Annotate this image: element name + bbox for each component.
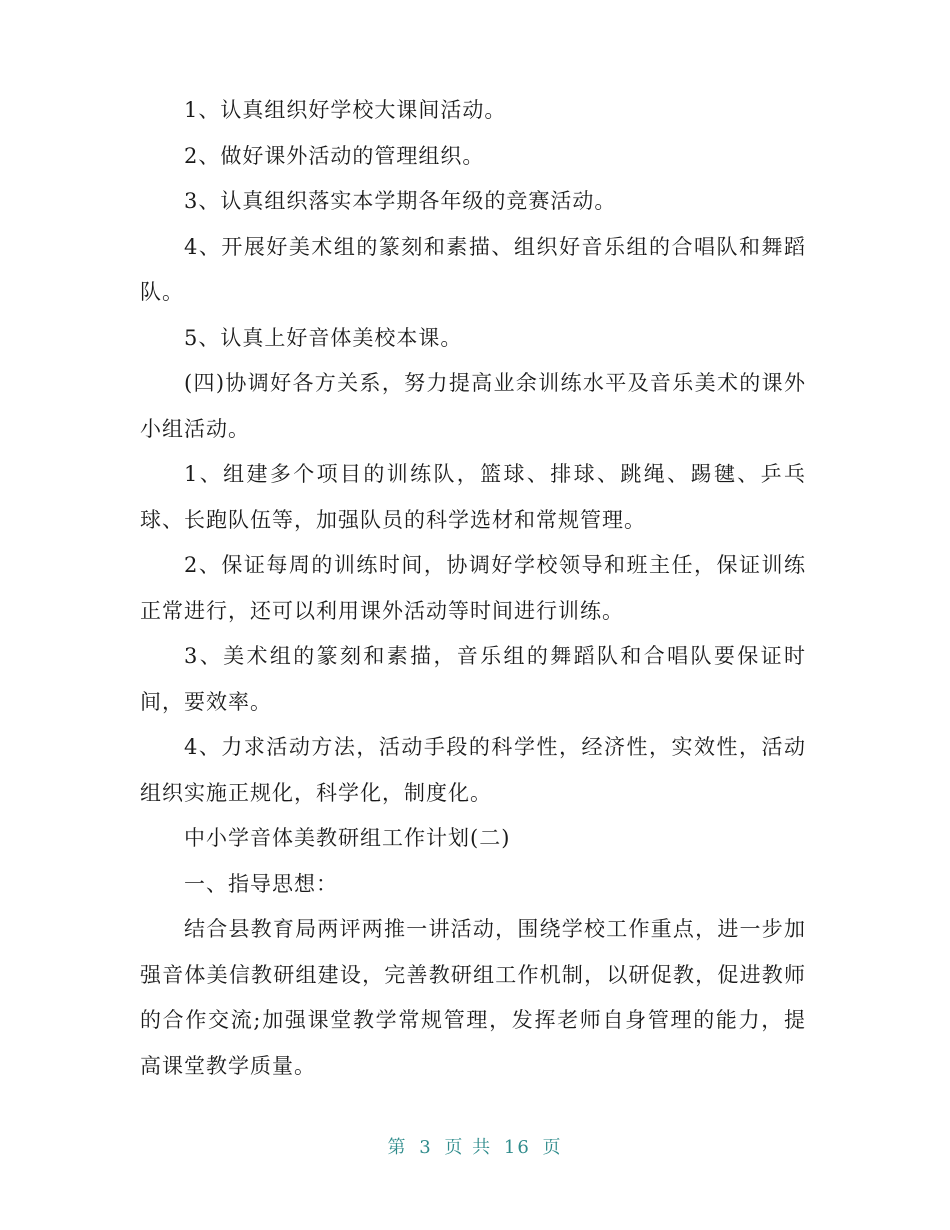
footer-prefix: 第: [387, 1137, 408, 1158]
total-pages-number: 16: [503, 1137, 531, 1158]
paragraph: 3、认真组织落实本学期各年级的竞赛活动。: [184, 189, 617, 213]
paragraph: 1、组建多个项目的训练队，篮球、排球、跳绳、踢毽、乒乓球、长跑队伍等，加强队员的科学选材和常规管理。: [140, 462, 806, 532]
paragraph: 3、美术组的篆刻和素描，音乐组的舞蹈队和合唱队要保证时间，要效率。: [140, 644, 806, 714]
paragraph: 1、认真组织好学校大课间活动。: [184, 98, 507, 122]
paragraph: 4、开展好美术组的篆刻和素描、组织好音乐组的合唱队和舞蹈队。: [140, 234, 806, 304]
paragraph: 2、保证每周的训练时间，协调好学校领导和班主任，保证训练正常进行，还可以利用课外活动等时间进行训练。: [140, 553, 806, 623]
document-body: [140, 88, 806, 1089]
footer-middle: 页 共: [444, 1137, 493, 1158]
footer-suffix: 页: [542, 1137, 563, 1158]
section-heading: 一、指导思想：: [184, 871, 338, 896]
current-page-number: 3: [419, 1137, 433, 1158]
paragraph: 5、认真上好音体美校本课。: [184, 325, 463, 350]
document-subtitle: 中小学音体美教研组工作计划(二): [184, 826, 511, 850]
page-number-footer: [0, 1133, 950, 1159]
paragraph: 4、力求活动方法，活动手段的科学性，经济性，实效性，活动组织实施正规化，科学化，制度化。: [140, 735, 806, 805]
section-heading: (四)协调好各方关系，努力提高业余训练水平及音乐美术的课外小组活动。: [140, 371, 806, 441]
paragraph: 结合县教育局两评两推一讲活动，围绕学校工作重点，进一步加强音体美信教研组建设，完善教研组工作机制，以研促教，促进教师的合作交流;加强课堂教学常规管理，发挥老师自身管理的能力，提高课堂教学质量。: [140, 917, 806, 1078]
paragraph: 2、做好课外活动的管理组织。: [184, 143, 485, 168]
